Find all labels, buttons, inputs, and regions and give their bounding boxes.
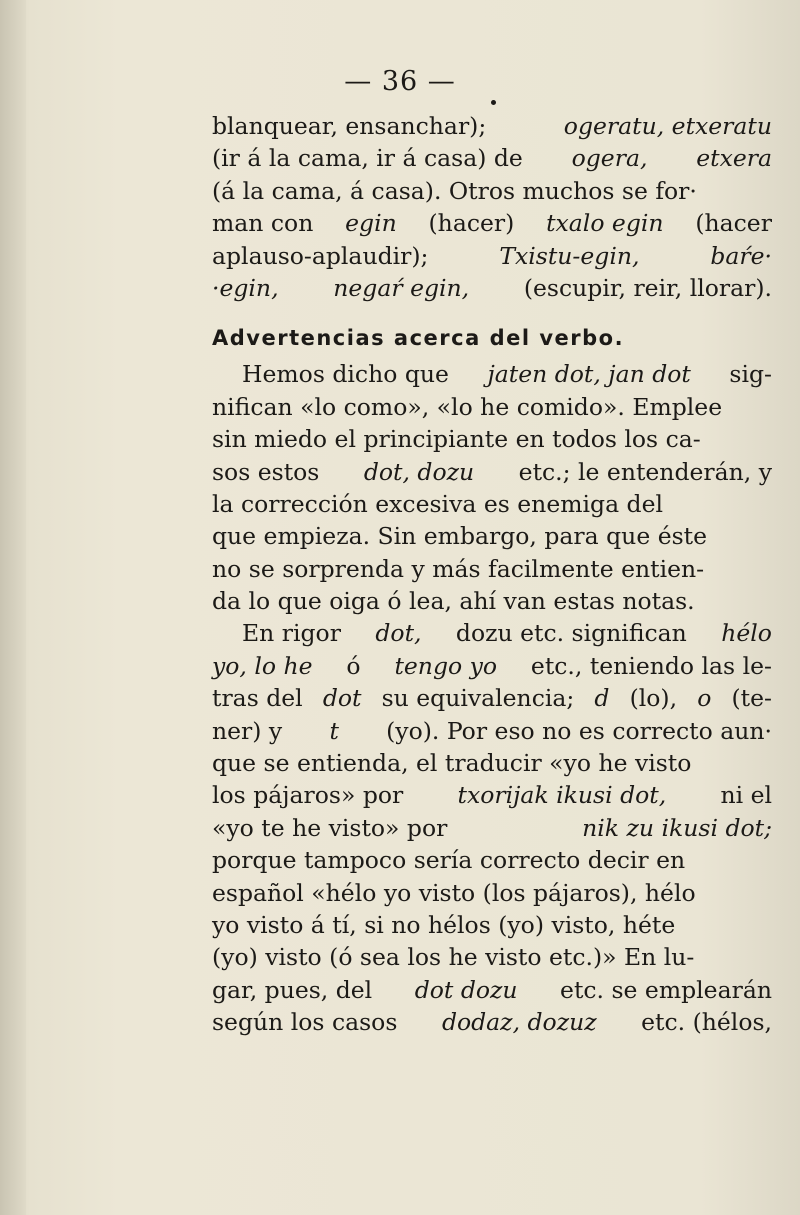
text-run: En rigor [242,619,341,648]
page-number: — 36 — [344,66,456,97]
text-run: su equivalencia; [381,684,575,713]
basque-term: o [697,684,712,713]
text-run: la corrección excesiva es enemiga del [212,489,664,518]
text-line [212,812,772,844]
text-run: etc.; le entenderán, y [518,457,772,486]
text-line [212,207,772,239]
text-run: etc. (hélos, [641,1008,772,1037]
paragraph-intro [212,110,772,304]
text-line [212,488,772,520]
text-run: etc. se emplearán [560,975,772,1004]
text-line [212,941,772,973]
page-text [212,110,772,1039]
text-run: dozu etc. significan [455,619,687,648]
text-line [212,110,772,142]
text-line [212,175,772,207]
text-line [212,650,772,682]
text-run: ó [346,651,361,680]
text-run: (hacer [695,209,772,238]
text-line [212,142,772,174]
text-run: (á la cama, á casa). Otros muchos se for· [212,176,697,205]
text-run: sin miedo el principiante en todos los ca- [212,425,701,454]
ink-dot [491,100,496,105]
text-run: los pájaros» por [212,781,404,810]
basque-term: dodaz, dozuz [441,1008,597,1037]
basque-term: hélo [721,619,772,648]
text-line [212,974,772,1006]
basque-term: ogera, [571,144,648,173]
text-line [212,779,772,811]
text-run: yo visto á tí, si no hélos (yo) visto, héte [212,910,676,939]
basque-term: ·egin, [212,273,279,302]
basque-term: dot [322,684,362,713]
text-run: nifican «lo como», «lo he comido». Emplee [212,392,723,421]
text-run: español «hélo yo visto (los pájaros), hélo [212,878,696,907]
text-run: (lo), [629,684,678,713]
text-line [212,909,772,941]
basque-term: dot, [375,619,422,648]
section-heading: Advertencias acerca del verbo. [212,326,625,351]
text-run: (escupir, reir, llorar). [523,273,772,302]
text-run: no se sorprenda y más facilmente entien- [212,554,705,583]
text-run: man con [212,209,314,238]
text-line [212,715,772,747]
paragraph-1 [212,358,772,617]
text-line [212,358,772,390]
text-run: blanquear, ensanchar); [212,112,487,140]
text-run: (hacer) [428,209,515,238]
text-line [212,877,772,909]
italic-phrase: yo, lo he [212,651,313,680]
text-line [212,240,772,272]
text-run: que se entienda, el traducir «yo he visto [212,749,692,778]
basque-term: d [594,684,610,713]
text-run: aplauso-aplaudir); [212,241,429,270]
text-run: según los casos [212,1008,398,1037]
text-run: ner) y [212,716,283,745]
text-run: (te- [731,684,772,713]
text-line [212,520,772,552]
basque-term: etxera [696,144,772,173]
basque-term: t [329,716,339,745]
text-line [212,1006,772,1038]
text-line [212,844,772,876]
text-line [212,617,772,649]
basque-term: negaŕ egin, [333,273,470,302]
basque-term: baŕe· [710,241,772,270]
text-run: (yo) visto (ó sea los he visto etc.)» En lu- [212,943,695,972]
text-run: etc., teniendo las le- [530,651,772,680]
text-run: Hemos dicho que [242,360,449,389]
page-spine [0,0,26,1215]
text-line [212,391,772,423]
text-line [212,272,772,304]
basque-term: jaten dot, jan dot [487,360,691,389]
text-run: porque tampoco sería correcto decir en [212,846,686,875]
text-line [212,585,772,617]
basque-term: nik zu ikusi dot; [582,813,772,842]
text-run: que empieza. Sin embargo, para que éste [212,522,708,551]
text-line [212,682,772,714]
text-run: sig- [729,360,772,389]
italic-phrase: tengo yo [394,651,498,680]
text-line [212,747,772,779]
basque-term: ogeratu, etxeratu [563,112,772,140]
text-line [212,423,772,455]
basque-term: egin [345,209,397,238]
basque-term: dot, dozu [363,457,475,486]
text-line [212,553,772,585]
basque-term: txalo egin [546,209,664,238]
text-run: «yo te he visto» por [212,813,448,842]
basque-term: Txistu-egin, [499,241,640,270]
text-run: (yo). Por eso no es correcto aun· [386,716,772,745]
text-run: ni el [720,781,772,810]
text-run: sos estos [212,457,320,486]
text-line [212,456,772,488]
paragraph-2 [212,617,772,1038]
text-run: gar, pues, del [212,975,373,1004]
text-run: da lo que oiga ó lea, ahí van estas notas. [212,587,695,616]
text-run: tras del [212,684,303,713]
text-run: (ir á la cama, ir á casa) de [212,144,523,173]
basque-term: dot dozu [414,975,518,1004]
basque-term: txorijak ikusi dot, [457,781,667,810]
